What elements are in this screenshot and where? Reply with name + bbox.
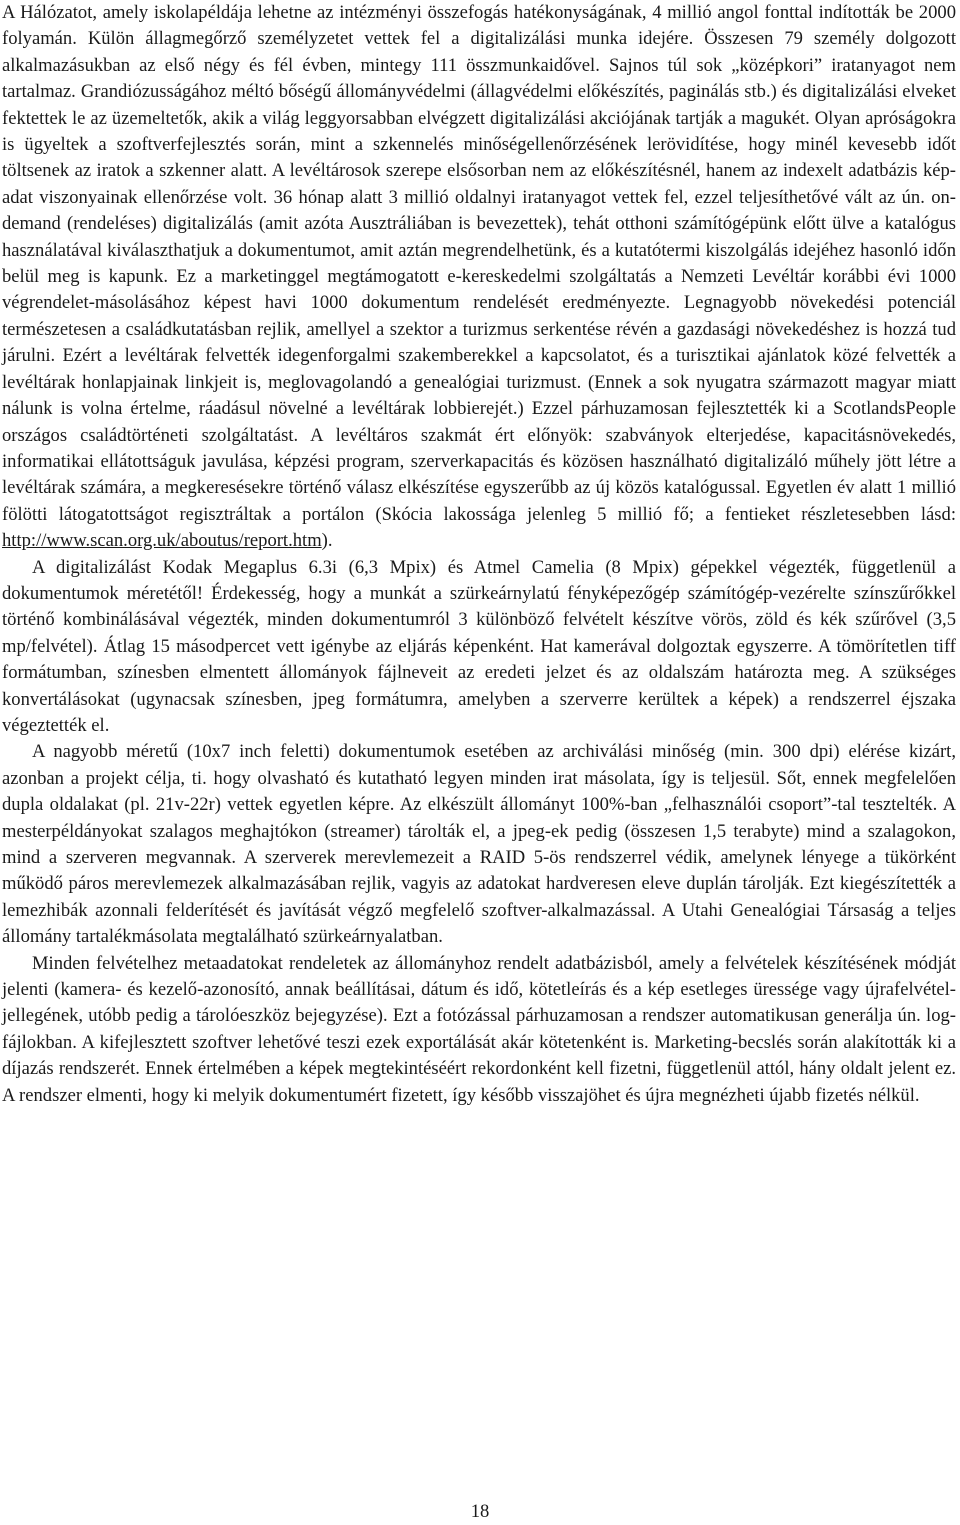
- paragraph-4: Minden felvételhez metaadatokat rendeletek az állományhoz rendelt adatbázisból, amely a felvételek készítésének módját jelenti (kamera- és kezelő-azonosító, annak beállításai, dátum és idő, kötetleírás és a kép esetleges üressége vagy újrafelvétel-jellegének, utóbb pedig a tárolóeszköz bejegyzése). Ezt a fotózással párhuzamosan a rendszer automatikusan generálja ún. log-fájlokban. A kifejlesztett szoftver lehetővé teszi ezek exportálását akár kötetenként is. Marketing-becslés során alakították ki a díjazás rendszerét. Ennek értelmében a képek megtekintéséért rekordonként kell fizetni, függetlenül attól, hány oldalt jelent ez. A rendszer elmenti, hogy ki melyik dokumentumért fizetett, így később visszajöhet és újra megnézheti újabb fizetés nélkül.: [2, 952, 956, 1106]
- document-body: [2, 0, 956, 1109]
- paragraph-1-text: A Hálózatot, amely iskolapéldája lehetne az intézményi összefogás hatékonyságának, 4 millió angol fonttal indították be 2000 folyamán. Külön állagmegőrző személyzetet vettek fel a digitalizálási munka idejére. Összesen 79 személy dolgozott alkalmazásukban az első négy és fél évben, mintegy 111 összmunkaidővel. Sajnos túl sok „középkori” iratanyagot nem tartalmaz. Grandiózusságához méltó bőségű állományvédelmi (állagvédelmi előkészítés, paginálás stb.) és digitalizálási elveket fektettek le az üzemeltetők, akik a világ leggyorsabban elvégzett digitalizálási akciójának tartják a magukét. Olyan apróságokra is ügyeltek a szoftverfejlesztés során, mint a szkennelés minőségellenőrzésének lerövidítése, hogy minél kevesebb időt töltsenek az iratok a szkenner alatt. A levéltárosok szerepe elsősorban nem az előkészítésnél, hanem az indexelt adatbázis kép-adat viszonyainak ellenőrzése volt. 36 hónap alatt 3 millió oldalnyi iratanyagot vettek fel, ezzel teljesíthetővé vált az ún. on-demand (rendeléses) digitalizálás (amit azóta Ausztráliában is bevezettek), tehát otthoni számítógépünk előtt ülve a katalógus használatával kiválaszthatjuk a dokumentumot, amit aztán megrendelhetünk, és a kutatótermi kiszolgálás idejéhez hasonló időn belül meg is kapunk. Ez a marketinggel megtámogatott e-kereskedelmi szolgáltatás a Nemzeti Levéltár korábbi évi 1000 végrendelet-másolásához képest havi 1000 dokumentum rendelését eredményezte. Legnagyobb növekedési potenciál természetesen a családkutatásban rejlik, amellyel a szektor a turizmus serkentése révén a gazdasági növekedéshez is hozzá tud járulni. Ezért a levéltárak felvették idegenforgalmi szakemberekkel a kapcsolatot, és a turisztikai ajánlatok közé felvették a levéltárak honlapjainak linkjeit is, meglovagolandó a genealógiai turizmust. (Ennek a sok nyugatra származott magyar miatt nálunk is volna értelme, ráadásul növelné a levéltárak lobbierejét.) Ezzel párhuzamosan fejlesztették ki a ScotlandsPeople országos családtörténeti szolgáltatást. A levéltáros szakmát ért előnyök: szabványok elterjedése, kapacitásnövekedés, informatikai ellátottságuk javulása, képzési program, szerverkapacitás és közösen használható digitalizáló műhely jött létre a levéltárak számára, a megkeresésekre történő válasz elkészítése egyszerűbb az új közös katalógussal. Egyetlen év alatt 1 millió fölötti látogatottságot regisztráltak a portálon (Skócia lakossága jelenleg 5 millió fő; a fentieket részletesebben lásd:: [2, 2, 956, 525]
- paragraph-2: A digitalizálást Kodak Megaplus 6.3i (6,3 Mpix) és Atmel Camelia (8 Mpix) gépekkel végezték, függetlenül a dokumentumok méretétől! Érdekesség, hogy a munkát a szürkeárnylatú fényképezőgép számítógép-vezérelte színszűrőkkel történő kombinálásával végezték, minden dokumentumról 3 különböző felvételt készítve vörös, zöld és kék szűrővel (3,5 mp/felvétel). Átlag 15 másodpercet vett igénybe az eljárás képenként. Hat kamerával dolgoztak egyszerre. A tömörítetlen tiff formátumban, színesben elmentett állományok fájlneveit az eredeti jelzet és az oldalszám határozta meg. A szükséges konvertálásokat (ugynacsak színesben, jpeg formátumra, amelyben a szerverre kerültek a képek) a rendszerrel éjszaka végeztették el.: [2, 556, 956, 736]
- paragraph-1: [2, 0, 956, 555]
- paragraph-3: A nagyobb méretű (10x7 inch feletti) dokumentumok esetében az archiválási minőség (min. 300 dpi) elérése kizárt, azonban a projekt célja, ti. hogy olvasható és kutatható legyen minden irat másolata, így is teljesül. Sőt, ennek megfelelően dupla oldalakat (pl. 21v-22r) vettek egyetlen képre. Az elkészült állományt 100%-ban „felhasználói csoport”-tal tesztelték. A mesterpéldányokat szalagos meghajtókon (streamer) tárolták el, a jpeg-ek pedig (összesen 1,5 terabyte) mind a szalagokon, mind a szerveren megvannak. A szerverek merevlemezeit a RAID 5-ös rendszerrel védik, amelynek lényege a tükörként működő páros merevlemezek alkalmazásában rejlik, vagyis az adatokat hardveresen eleve duplán tárolják. Ezt kiegészítették a lemezhibák azonnali felderítését és javítását végző megfelelő szoftver-alkalmazással. A Utahi Genealógiai Társaság a teljes állomány tartalékmásolata megtalálható szürkeárnyalatban.: [2, 741, 956, 948]
- report-link[interactable]: http://www.scan.org.uk/aboutus/report.htm: [2, 530, 322, 552]
- page-number: 18: [470, 1501, 490, 1522]
- paragraph-1-tail: ).: [321, 530, 333, 552]
